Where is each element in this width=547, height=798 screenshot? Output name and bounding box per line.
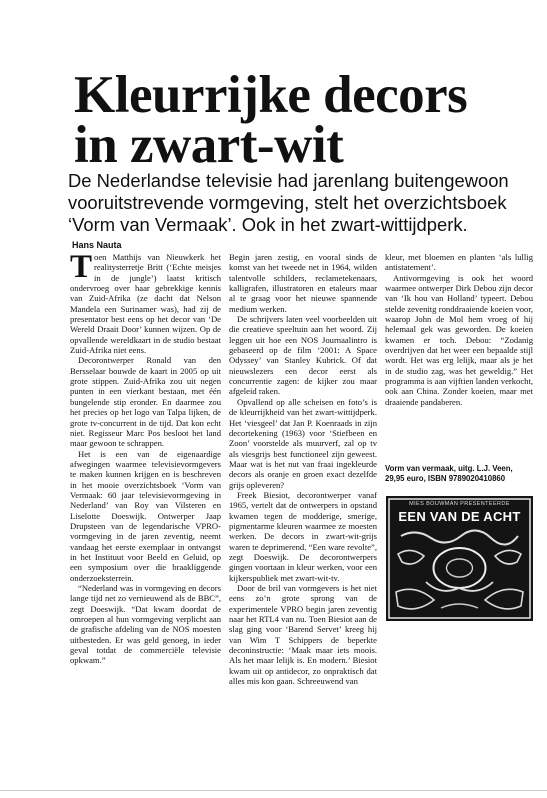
body-paragraph: Het is een van de eigenaardige afwegingen waarmee televisievormgevers te maken kunnen krijgen en is beschreven in het mooie overzichtsboek ‘Vorm van Vermaak: 60 jaar televisievormgeving in Nederland’ van Roy van Vilsteren en Liselotte Doeswijk. Ontwerper Jaap Drupsteen van de legendarische VPRO-vormgeving in de jaren zeventig, neemt vandaag het eerste exemplaar in ontvangst in het Instituut voor Beeld en Geluid, op een symposium over die braakliggende onderzoeksterrein. [70, 448, 221, 583]
byline: Hans Nauta [72, 240, 122, 250]
body-paragraph: Begin jaren zestig, en vooral sinds de komst van het tweede net in 1964, wilden talentvolle schilders, reclametekenaars, kalligrafen, illustratoren en etaleurs maar al te graag voor het nieuwe spannende medium werken. [229, 252, 377, 314]
body-paragraph: Decorontwerper Ronald van den Bersselaar bouwde de kaart in 2005 op uit grote stippen. Zuid-Afrika zou uit negen punten in een vierkant bestaan, met één bungelende stip eronder. En daarmee zou het precies op het logo van Talpa lijken, de grote tv-concurrent in de tijd. Dat kon echt niet. Regisseur Marc Pos besloot het land maar gewoon te schrappen. [70, 355, 221, 449]
body-paragraph: Opvallend op alle scheisen en foto’s is de kleurrijkheid van het zwart-wittijdperk. Het ‘viesgeel’ dat Jan P. Koenraads in zijn decortekening (1963) voor ‘Stiefbeen en Zoon’ voorstelde als muurverf, zal op tv als viesgrijs best functioneel zijn geweest. Maar wat is het nut van fraai ingekleurde decors als oranje en groen exact dezelfde grijs opleveren? [229, 396, 377, 490]
text-column-2 [229, 252, 377, 686]
page-edge-divider [0, 790, 547, 791]
text-column-3 [385, 252, 533, 407]
body-paragraph: “Nederland was in vormgeving en decors lange tijd net zo vernieuwend als de BBC”, zegt Doeswijk. “Dat kwam doordat de omroepen al hun vormgeving verplicht aan de grafische afdeling van de NOS moesten uitbesteden. Er was geld genoeg, in ieder geval totdat de commerciële televisie opkwam.” [70, 583, 221, 666]
headline-line-2: in zwart-wit [74, 116, 344, 174]
body-paragraph: Freek Biesiot, decorontwerper vanaf 1965, vertelt dat de ontwerpers in opstand kwamen tegen de modderige, smerige, pigmentarme kleuren waarmee ze moesten werken. De decors in zwart-wit-grijs waren te deprimerend. “Een ware revolte”, zegt Doeswijk. De decorontwerpers gingen voortaan in kleur werken, voor een kijkerspubliek met zwart-wit-tv. [229, 489, 377, 583]
headline [74, 66, 534, 174]
credit-line-2: 29,95 euro, ISBN 9789020410860 [385, 474, 506, 483]
paragraph-text: oen Matthijs van Nieuwkerk het realitysterretje Britt (‘Echte meisjes in de jungle’) laatst kritisch ondervroeg over haar gebrekkige kennis van Zuid-Afrika (ze dacht dat Nelson Mandela een Surinamer was), had zij de presentator best eens op het decor van ‘De Wereld Draait Door’ kunnen wijzen. Op de opvallende wereldkaart in de studio bestaat Zuid-Afrika niet eens. [70, 252, 221, 356]
body-paragraph: Antivormgeving is ook het woord waarmee ontwerper Dirk Debou zijn decor van ‘Ik hou van Holland’ typeert. Debou stelde zevenitg ronddraaiende koeien voor, waarop John de Mol hem vroeg of hij helemaal gek was geworden. De koeien kwamen er toch. Debou: “Zodanig overdrijven dat het weer een bepaalde stijl wordt. Het was erg lelijk, maar als je het in de studio zag, was het geweldig.” Het programma is aan vijftien landen verkocht, ook aan China. Zonder koeien, maar met draaiende pandaberen. [385, 272, 533, 407]
cover-publisher-text: MIES BOUWMAN PRESENTEERDE [409, 501, 510, 507]
body-paragraph: Door de bril van vormgevers is het niet eens zo’n grote sprong van de experimentele VPRO begin jaren zeventig naar het RTL4 van nu. Toen Biesiot aan de slag ging voor ‘Barend Servet’ kreeg hij van Wim T Schippers de beperkte deconinstructie: ‘Maak maar iets moois. Als het maar lelijk is. En modern.’ Biesiot kwam uit op antidecor, zo onpraktisch dat alles mis kon gaan. Schreeuwend van [229, 583, 377, 687]
body-paragraph [70, 249, 221, 356]
book-credit [385, 464, 535, 484]
body-paragraph: kleur, met bloemen en planten ‘als lullig antistatement’. [385, 252, 533, 273]
lead-paragraph: De Nederlandse televisie had jarenlang buitengewoon vooruitstrevende vormgeving, stelt het overzichtsboek ‘Vorm van Vermaak’. Ook in het zwart-wittijdperk. [68, 170, 509, 235]
text-column-1 [70, 249, 221, 666]
drop-cap: T [70, 249, 93, 285]
cover-title-text: EEN VAN DE ACHT [398, 509, 521, 524]
credit-line-1: Vorm van vermaak, uitg. L.J. Veen, [385, 464, 513, 473]
body-paragraph: De schrijvers laten veel voorbeelden uit die creatieve speeltuin aan het woord. Zij leggen uit hoe een NOS Journaalintro is gebaseerd op de film ‘2001: A Space Odyssey’ van Stanley Kubrick. Of dat nieuwslezers een decor eerst als concurrentie zagen: de kijker zou maar afgeleid raken. [229, 314, 377, 397]
headline-line-1: Kleurrijke decors [74, 66, 468, 124]
book-cover-image [386, 496, 533, 621]
